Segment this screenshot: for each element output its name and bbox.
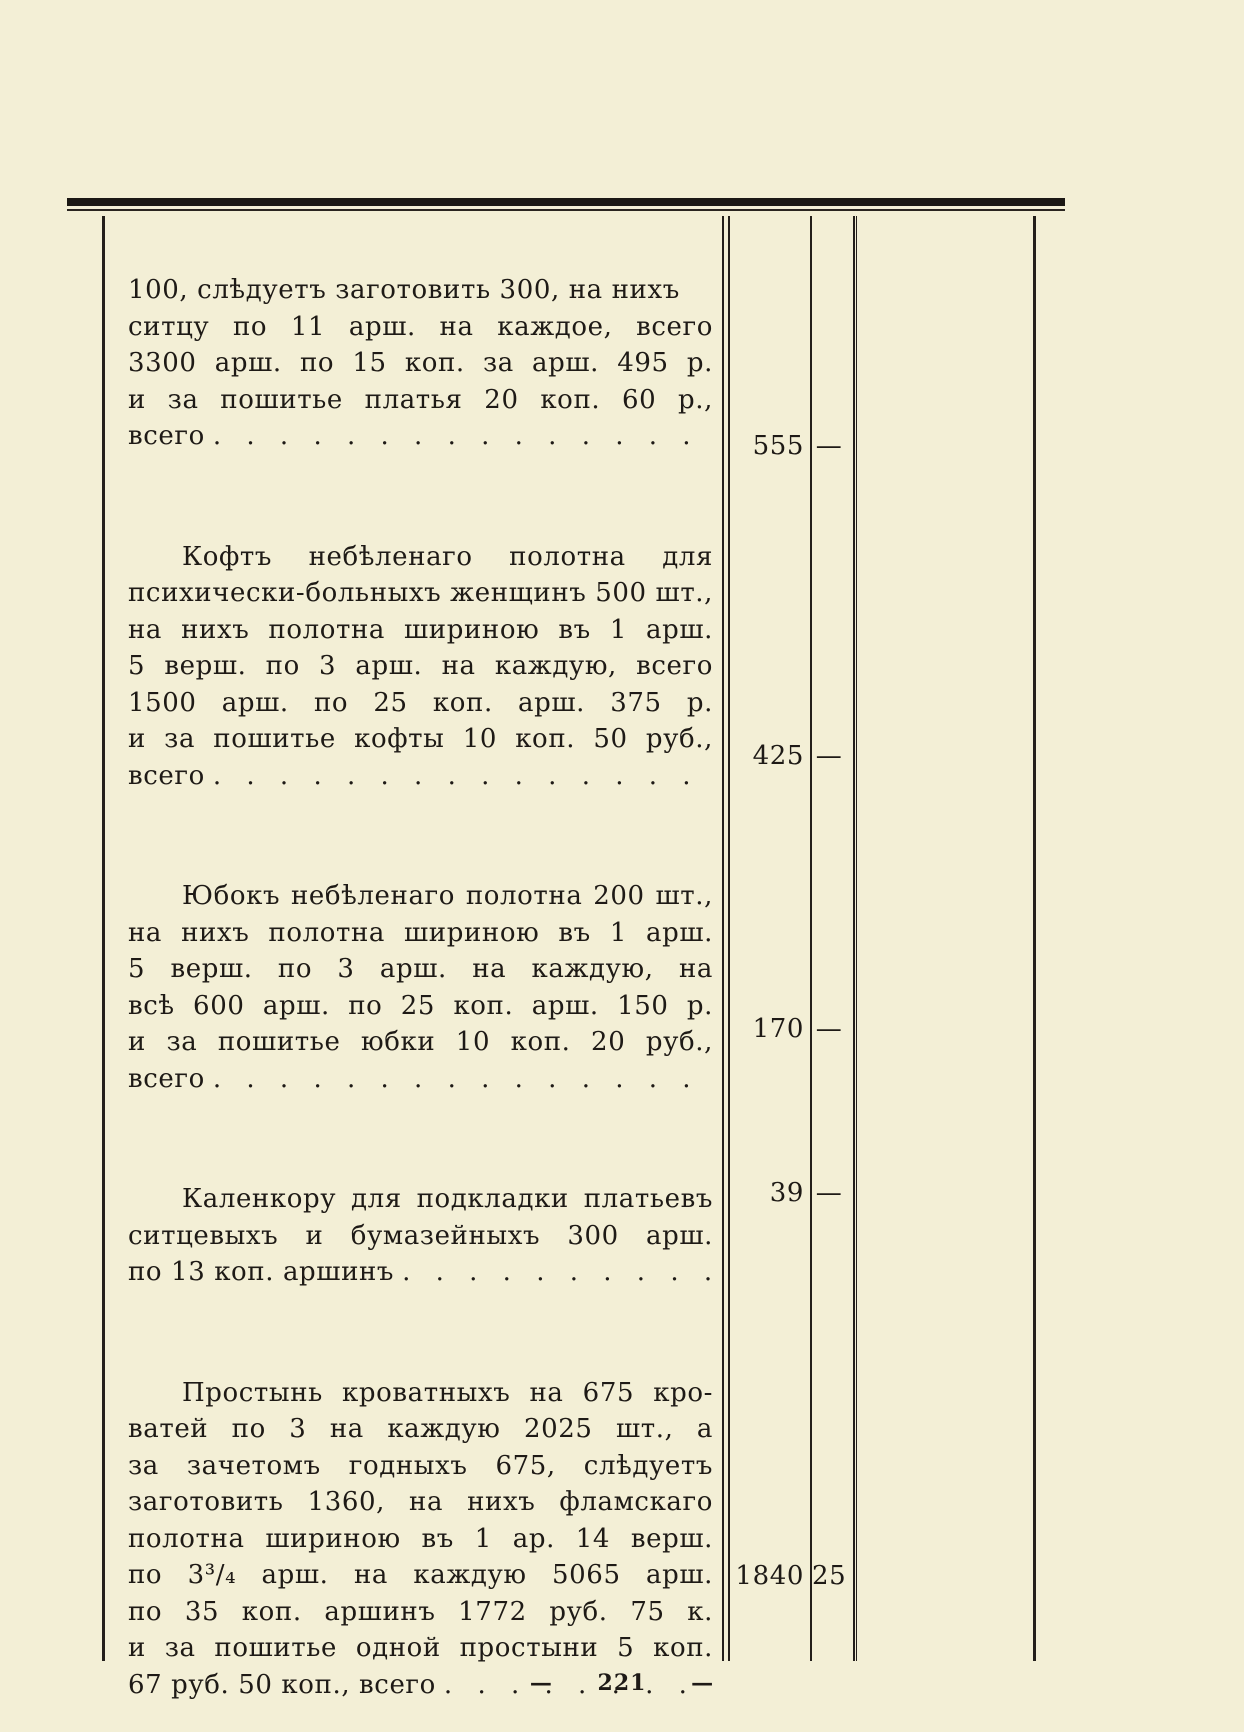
header-rule-thin — [67, 209, 1065, 211]
entry-total-line — [128, 418, 713, 455]
header-rule-thick — [67, 198, 1065, 206]
kopecks-amount: — — [815, 1178, 843, 1208]
entry-line: и за пошитье кофты 10 коп. 50 руб., — [128, 724, 713, 754]
entry-total-label: всего — [128, 421, 205, 451]
entry-line: 100, слѣдуетъ заготовить 300, на нихъ — [128, 275, 680, 305]
leader-dots — [205, 418, 713, 455]
entry-line: Юбокъ небѣленаго полотна 200 шт., — [182, 881, 713, 911]
kopecks-amount: — — [815, 1014, 843, 1044]
entry-line: и за пошитье одной простыни 5 коп. — [128, 1633, 713, 1663]
entry-line: Кофтъ небѣленаго полотна для — [182, 541, 713, 572]
page-number: 221 — [597, 1670, 647, 1696]
entry-total-label: всего — [128, 1063, 205, 1094]
entry-dresses — [128, 272, 713, 455]
mirror-column-line — [856, 216, 857, 1661]
kopecks-column-right-line — [853, 216, 855, 1661]
entry-line: полотна шириною въ 1 ар. 14 верш. — [128, 1523, 713, 1554]
entry-line: по 3³/₄ арш. на каждую 5065 арш. — [128, 1560, 713, 1590]
entry-calico — [128, 1181, 713, 1291]
rubles-amount: 555 — [752, 431, 804, 461]
text-column — [128, 272, 713, 1703]
entry-line: 5 верш. по 3 арш. на каждую, на — [128, 954, 713, 984]
rubles-amount: 39 — [769, 1178, 804, 1208]
entry-line: ситцевыхъ и бумазейныхъ 300 арш. — [128, 1220, 713, 1251]
entry-line: 5 верш. по 3 арш. на каждую, всего — [128, 651, 713, 681]
leader-dots — [205, 1061, 713, 1098]
rubles-amount: 1840 — [735, 1561, 804, 1591]
entry-total-label: всего — [128, 760, 205, 791]
entry-line: 1500 арш. по 25 коп. арш. 375 р. — [128, 687, 713, 718]
kopecks-amount: — — [815, 431, 843, 461]
entry-skirts — [128, 878, 713, 1097]
rubles-amount: 170 — [752, 1014, 804, 1044]
entry-line: и за пошитье юбки 10 коп. 20 руб., — [128, 1027, 713, 1057]
kopecks-amount: — — [815, 741, 843, 771]
entry-total-line — [128, 758, 713, 795]
rubles-amount: 425 — [752, 741, 804, 771]
text-column-right-line — [722, 216, 724, 1661]
entry-total-label: 67 руб. 50 коп., всего — [128, 1669, 436, 1700]
kopecks-amount: 25 — [812, 1561, 847, 1591]
entry-total-label: по 13 коп. аршинъ — [128, 1257, 395, 1287]
footer-dash-left: — — [529, 1670, 553, 1696]
entry-line: по 35 коп. аршинъ 1772 руб. 75 к. — [128, 1596, 713, 1627]
footer-dash-right: — — [691, 1670, 715, 1696]
leader-dots — [205, 758, 713, 795]
entry-line: ситцу по 11 арш. на каждое, всего — [128, 311, 713, 342]
page-footer — [0, 1670, 1244, 1696]
right-border-line — [1033, 216, 1036, 1661]
leader-dots — [394, 1254, 713, 1291]
entry-line: на нихъ полотна шириною въ 1 арш. — [128, 614, 713, 645]
entry-line: на нихъ полотна шириною въ 1 арш. — [128, 917, 713, 948]
entry-total-line — [128, 1061, 713, 1098]
entry-line: и за пошитье платья 20 коп. 60 р., — [128, 384, 713, 415]
entry-line: заготовить 1360, на нихъ фламскаго — [128, 1487, 713, 1517]
entry-line: Каленкору для подкладки платьевъ — [182, 1184, 713, 1214]
entry-total-line — [128, 1254, 713, 1291]
entry-line: 3300 арш. по 15 коп. за арш. 495 р. — [128, 348, 713, 378]
entry-line: всѣ 600 арш. по 25 коп. арш. 150 р. — [128, 990, 713, 1021]
entry-line: за зачетомъ годныхъ 675, слѣдуетъ — [128, 1450, 713, 1481]
entry-sheets — [128, 1375, 713, 1704]
left-border-line — [102, 216, 105, 1661]
entry-line: психически-больныхъ женщинъ 500 шт., — [128, 578, 713, 608]
entry-jackets — [128, 539, 713, 795]
entry-line: ватей по 3 на каждую 2025 шт., а — [128, 1414, 713, 1444]
entry-line: Простынь кроватныхъ на 675 кро- — [182, 1377, 713, 1408]
